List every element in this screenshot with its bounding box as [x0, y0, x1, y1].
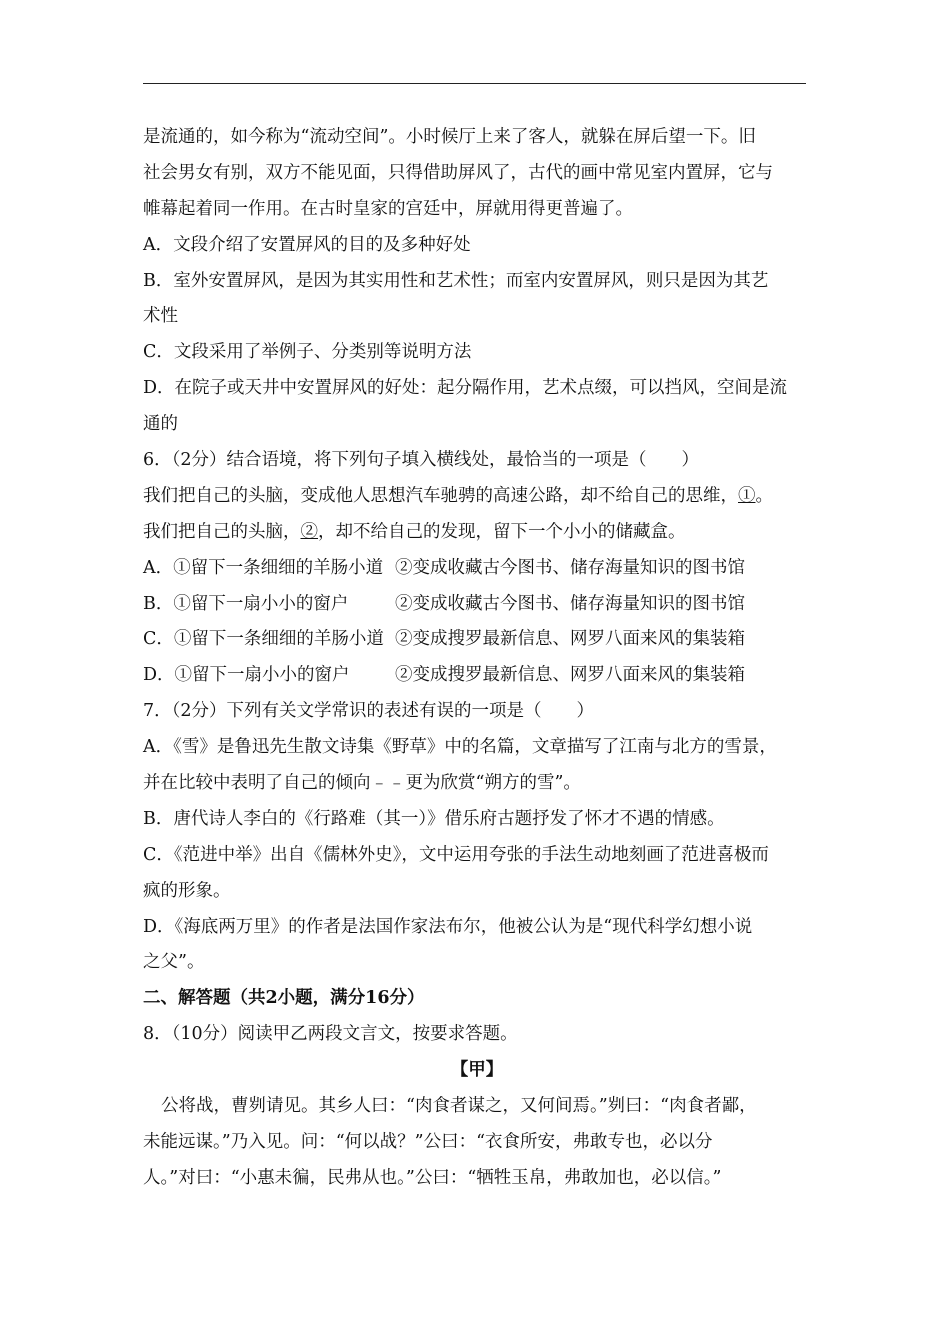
q6-option-b-part2: ②变成收藏古今图书、储存海量知识的图书馆 [395, 593, 745, 614]
q6-option-c-part1: C．①留下一条细细的羊肠小道 [143, 629, 384, 650]
q5-option-c: C．文段采用了举例子、分类别等说明方法 [143, 342, 472, 363]
q6-s2-after: ，却不给自己的发现，留下一个小小的储藏盒。 [318, 521, 686, 542]
q5-option-a: A．文段介绍了安置屏风的目的及多种好处 [143, 234, 471, 255]
q6-option-b [143, 587, 811, 623]
q6-s1-before: 我们把自己的头脑，变成他人思想汽车驰骋的高速公路，却不给自己的思维， [143, 485, 738, 506]
q7-line: B．唐代诗人李白的《行路难（其一）》借乐府古题抒发了怀才不遇的情感。 [143, 808, 725, 829]
q6-blank-2: ② [300, 521, 318, 542]
passage-line: 帷幕起着同一作用。在古时皇家的宫廷中，屏就用得更普遍了。 [143, 198, 633, 219]
q6-option-a-part1: A．①留下一条细细的羊肠小道 [143, 557, 384, 578]
q6-option-d-part1: D．①留下一扇小小的窗户 [143, 665, 350, 686]
q7-line: 之父”。 [143, 952, 205, 973]
q8-text-line: 未能远谋。”乃入见。问：“何以战？”公曰：“衣食所安，弗敢专也，必以分 [143, 1131, 713, 1152]
q6-sentence-2 [143, 515, 811, 551]
q7-line: A．《雪》是鲁迅先生散文诗集《野草》中的名篇，文章描写了江南与北方的雪景， [143, 737, 777, 758]
q5-option-d: D．在院子或天井中安置屏风的好处：起分隔作用，艺术点缀，可以挡风，空间是流 [143, 378, 788, 399]
q6-option-a [143, 551, 811, 587]
q6-option-c [143, 622, 811, 658]
q8-text-line: 公将战，曹刿请见。其乡人曰：“肉食者谋之，又何间焉。”刿曰：“肉食者鄙， [161, 1096, 757, 1117]
q7-line: 并在比较中表明了自己的倾向﹣﹣更为欣赏“朔方的雪”。 [143, 773, 581, 794]
q5-option-b: B．室外安置屏风，是因为其实用性和艺术性；而室内安置屏风，则只是因为其艺 [143, 270, 769, 291]
q5-option-b-cont: 术性 [143, 306, 178, 327]
q8-stem: 8．（10分）阅读甲乙两段文言文，按要求答题。 [143, 1024, 518, 1045]
passage-line: 社会男女有别，双方不能见面，只得借助屏风了，古代的画中常见室内置屏，它与 [143, 162, 773, 183]
q7-line: D．《海底两万里》的作者是法国作家法布尔，他被公认为是“现代科学幻想小说 [143, 916, 753, 937]
q6-option-c-part2: ②变成搜罗最新信息、网罗八面来风的集装箱 [395, 629, 745, 650]
q8-jia-title: 【甲】 [450, 1060, 504, 1081]
section-heading: 二、解答题（共2小题，满分16分） [143, 988, 425, 1009]
passage-line: 是流通的，如今称为“流动空间”。小时候厅上来了客人，就躲在屏后望一下。旧 [143, 127, 756, 147]
q6-option-d-part2: ②变成搜罗最新信息、网罗八面来风的集装箱 [395, 665, 745, 686]
q6-option-a-part2: ②变成收藏古今图书、储存海量知识的图书馆 [395, 557, 745, 578]
q7-stem: 7．（2分）下列有关文学常识的表述有误的一项是（ ） [143, 701, 595, 722]
header-rule [143, 83, 806, 84]
q6-s2-before: 我们把自己的头脑， [143, 521, 301, 542]
exam-page-body [143, 120, 811, 1197]
q7-line: C．《范进中举》出自《儒林外史》，文中运用夸张的手法生动地刻画了范进喜极而 [143, 844, 769, 865]
q6-stem: 6．（2分）结合语境，将下列句子填入横线处，最恰当的一项是（ ） [143, 450, 700, 471]
q6-s1-after: 。 [755, 485, 773, 506]
q6-option-d [143, 658, 811, 694]
q5-option-d-cont: 通的 [143, 414, 178, 435]
q6-sentence-1 [143, 479, 811, 515]
q6-blank-1: ① [738, 485, 756, 506]
q8-text-line: 人。”对曰：“小惠未徧，民弗从也。”公曰：“牺牲玉帛，弗敢加也，必以信。” [143, 1167, 722, 1188]
q7-line: 疯的形象。 [143, 880, 231, 901]
q6-option-b-part1: B．①留下一扇小小的窗户 [143, 593, 349, 614]
